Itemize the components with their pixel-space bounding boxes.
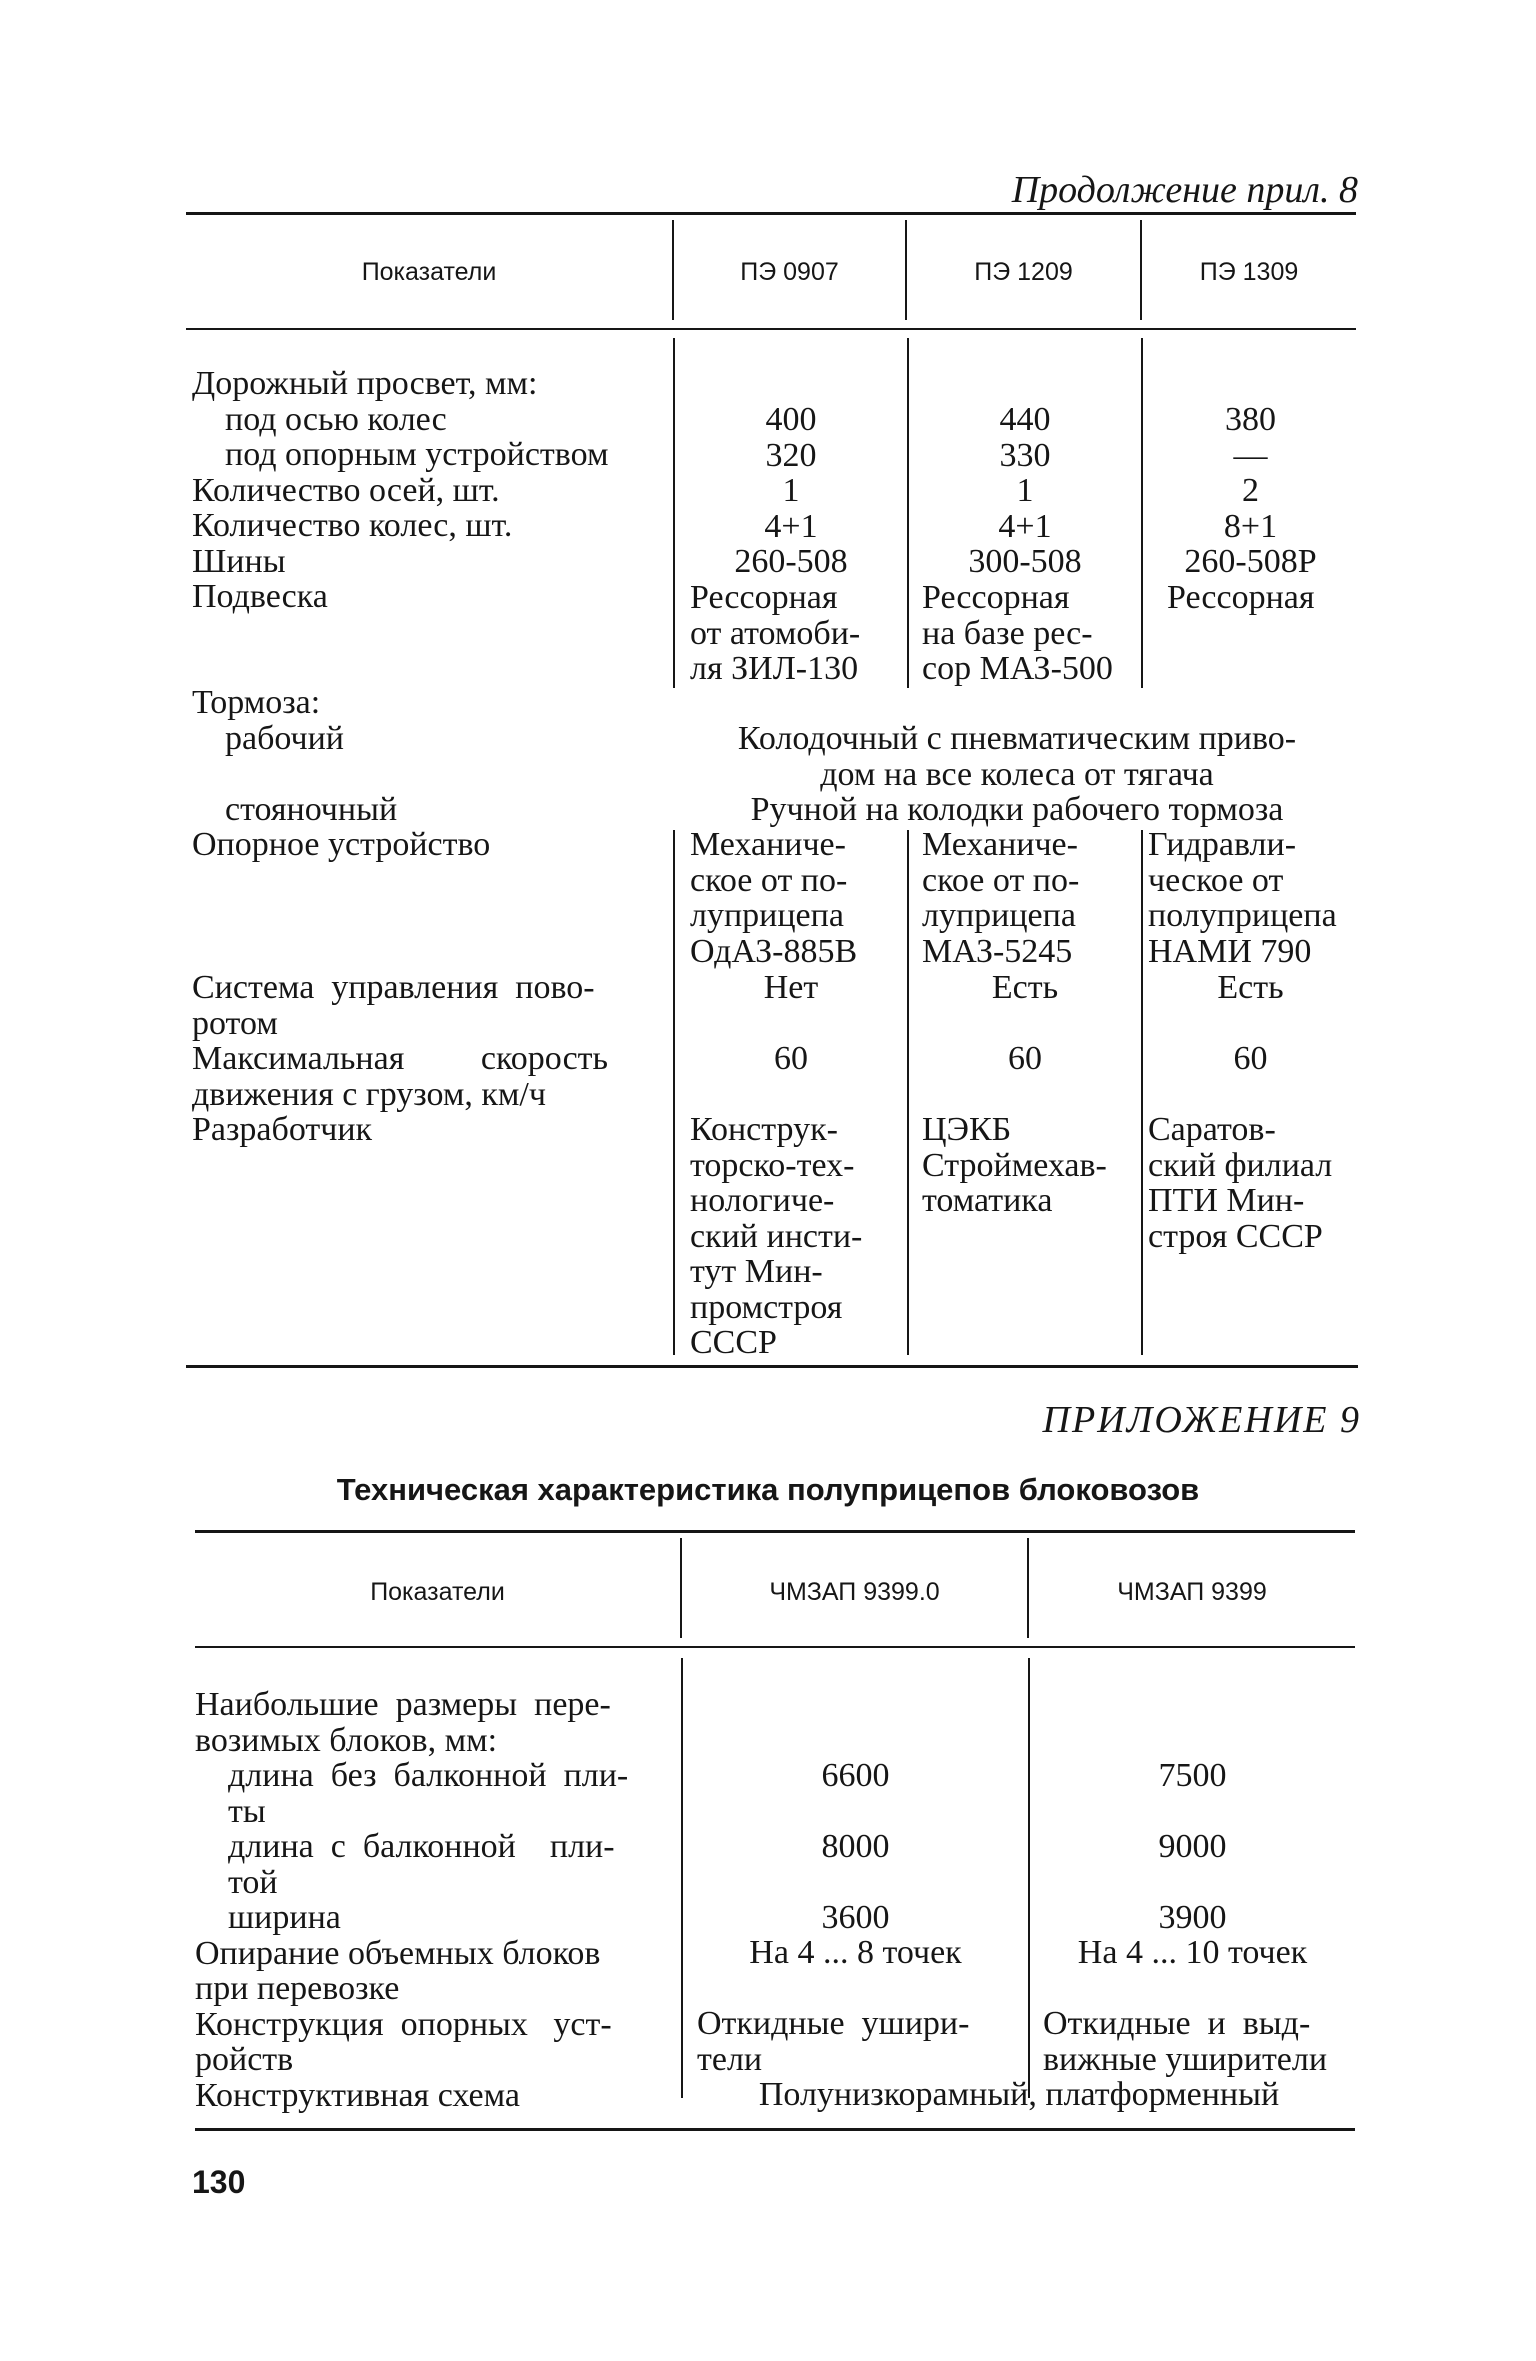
label-construction-line1: Конструкция опорных уст- bbox=[195, 2005, 612, 2043]
table2-body-vline-2 bbox=[1028, 1658, 1030, 2098]
label-parking-brake: стояночный bbox=[225, 791, 398, 828]
pe1209-susp-line1: Рессорная bbox=[922, 579, 1070, 616]
label-len-no-balcony-line2: ты bbox=[228, 1792, 266, 1830]
continuation-title: Продолжение прил. 8 bbox=[1011, 169, 1358, 211]
chmzap-9399-support: На 4 ... 10 точек bbox=[1077, 1934, 1308, 1971]
table2-labels bbox=[195, 1687, 665, 2113]
chmzap-93990-construction bbox=[697, 2006, 1022, 2077]
label-max-dims-line1: Наибольшие размеры пере- bbox=[195, 1686, 611, 1723]
pe0907-steering: Нет bbox=[763, 969, 819, 1006]
table1-header-pe1309: ПЭ 1309 bbox=[1199, 258, 1299, 286]
pe0907-axles: 1 bbox=[782, 472, 800, 509]
table1-header-rule bbox=[186, 328, 1356, 330]
pe1309-sup-line3: полуприцепа bbox=[1148, 897, 1337, 934]
chmzap-9399-constr-line2: вижные уширители bbox=[1043, 2040, 1328, 2078]
pe1209-values bbox=[909, 402, 1141, 580]
pe0907-values bbox=[676, 402, 906, 580]
pe1309-tires: 260-508Р bbox=[1184, 543, 1317, 580]
pe0907-susp-line1: Рессорная bbox=[690, 579, 838, 616]
table1-body-vline-1a bbox=[673, 338, 675, 688]
pe1309-sup-line1: Гидравли- bbox=[1148, 826, 1297, 863]
label-ground-clearance: Дорожный просвет, мм: bbox=[192, 365, 538, 402]
service-brake-merged bbox=[676, 721, 1358, 792]
table2-header-chmzap-93990: ЧМЗАП 9399.0 bbox=[769, 1578, 940, 1606]
pe1209-wheels: 4+1 bbox=[998, 507, 1052, 545]
pe1309-wheels: 8+1 bbox=[1223, 507, 1278, 545]
pe1209-under-axle: 440 bbox=[999, 401, 1051, 438]
label-developer: Разработчик bbox=[192, 1111, 373, 1148]
pe1209-steering: Есть bbox=[991, 969, 1059, 1006]
chmzap-9399-constr-line1: Откидные и выд- bbox=[1043, 2005, 1311, 2042]
table2-header-rule bbox=[195, 1646, 1355, 1648]
pe0907-support-device bbox=[690, 827, 900, 969]
table2-top-rule bbox=[195, 1530, 1355, 1533]
table2-caption: Техническая характеристика полуприцепов блоковозов bbox=[336, 1472, 1200, 1507]
label-brakes: Тормоза: bbox=[192, 684, 321, 721]
label-max-speed-line1: Максимальная скорость bbox=[192, 1040, 609, 1077]
chmzap-93990-len-balcony: 8000 bbox=[821, 1828, 890, 1865]
pe0907-dev-line2: торско-тех- bbox=[690, 1146, 855, 1184]
table2-bottom-rule bbox=[195, 2128, 1355, 2131]
pe0907-sup-line4: ОдАЗ-885В bbox=[690, 932, 858, 970]
pe0907-suspension bbox=[690, 580, 906, 687]
parking-brake-merged: Ручной на колодки рабочего тормоза bbox=[750, 791, 1284, 828]
scheme-merged: Полунизкорамный, платформенный bbox=[758, 2076, 1280, 2113]
label-under-support: под опорным устройством bbox=[225, 436, 609, 473]
pe0907-developer bbox=[690, 1112, 900, 1361]
service-brake-line2: дом на все колеса от тягача bbox=[820, 755, 1214, 793]
pe1309-axles: 2 bbox=[1242, 472, 1259, 509]
pe1209-susp-line3: сор МАЗ-500 bbox=[922, 650, 1113, 687]
pe0907-dev-line1: Конструк- bbox=[690, 1111, 838, 1148]
label-scheme: Конструктивная схема bbox=[195, 2076, 520, 2114]
pe0907-dev-line3: нологиче- bbox=[690, 1182, 835, 1219]
pe1309-suspension: Рессорная bbox=[1167, 579, 1315, 616]
table1-labels bbox=[192, 366, 662, 615]
pe0907-susp-line2: от атомоби- bbox=[690, 614, 861, 652]
table2-body-vline-1 bbox=[681, 1658, 683, 2098]
label-max-dims-line2: возимых блоков, мм: bbox=[195, 1721, 498, 1759]
pe0907-under-axle: 400 bbox=[765, 401, 817, 438]
pe1209-sup-line1: Механиче- bbox=[922, 826, 1078, 863]
pe1209-dev-line2: Строймехав- bbox=[922, 1146, 1107, 1184]
pe1209-sup-line4: МАЗ-5245 bbox=[922, 932, 1073, 970]
pe0907-dev-line7: СССР bbox=[690, 1324, 777, 1361]
label-axles: Количество осей, шт. bbox=[192, 471, 500, 509]
appendix-title: ПРИЛОЖЕНИЕ 9 bbox=[1042, 1399, 1361, 1441]
table2-header-chmzap-9399: ЧМЗАП 9399 bbox=[1117, 1578, 1267, 1606]
label-construction-line2: ройств bbox=[195, 2041, 294, 2078]
label-support-line1: Опирание объемных блоков bbox=[195, 1934, 601, 1972]
chmzap-93990-constr-line2: тели bbox=[697, 2040, 763, 2078]
table1-header-indicators: Показатели bbox=[361, 258, 497, 286]
pe0907-dev-line4: ский инсти- bbox=[690, 1217, 863, 1255]
label-steering-line2: ротом bbox=[192, 1004, 278, 1042]
pe1209-developer bbox=[922, 1112, 1138, 1219]
label-steering bbox=[192, 970, 660, 1041]
pe1209-axles: 1 bbox=[1016, 472, 1034, 509]
pe1309-under-support: — bbox=[1233, 436, 1268, 474]
page-number: 130 bbox=[192, 2164, 246, 2200]
pe1209-dev-line1: ЦЭКБ bbox=[922, 1111, 1012, 1148]
chmzap-93990-support: На 4 ... 8 точек bbox=[749, 1934, 962, 1971]
pe0907-susp-line3: ля ЗИЛ-130 bbox=[690, 650, 859, 687]
pe1309-dev-line2: ский филиал bbox=[1148, 1146, 1333, 1184]
pe0907-dev-line6: промстроя bbox=[690, 1288, 843, 1326]
chmzap-93990-constr-line1: Откидные ушири- bbox=[697, 2005, 970, 2042]
pe0907-tires: 260-508 bbox=[734, 543, 848, 580]
label-len-balcony-line1: длина с балконной пли- bbox=[228, 1828, 615, 1865]
pe1309-values bbox=[1143, 402, 1358, 580]
service-brake-line1: Колодочный с пневматическим приво- bbox=[737, 720, 1297, 757]
pe1309-speed: 60 bbox=[1233, 1040, 1268, 1077]
label-max-speed-line2: движения с грузом, км/ч bbox=[192, 1075, 546, 1113]
pe0907-sup-line2: ское от по- bbox=[690, 861, 848, 899]
pe1209-under-support: 330 bbox=[999, 436, 1051, 474]
pe0907-sup-line3: луприцепа bbox=[690, 897, 844, 934]
pe1309-dev-line4: строя СССР bbox=[1148, 1217, 1323, 1255]
chmzap-9399-len-balcony: 9000 bbox=[1158, 1828, 1227, 1865]
label-len-balcony-line2: той bbox=[228, 1863, 278, 1901]
pe0907-dev-line5: тут Мин- bbox=[690, 1253, 823, 1290]
table1-body-vline-2b bbox=[907, 830, 909, 1355]
table1-body-vline-3b bbox=[1141, 830, 1143, 1355]
pe0907-sup-line1: Механиче- bbox=[690, 826, 846, 863]
pe1209-sup-line3: луприцепа bbox=[922, 897, 1076, 934]
chmzap-9399-len-no-balcony: 7500 bbox=[1158, 1757, 1227, 1794]
pe0907-under-support: 320 bbox=[765, 436, 817, 474]
label-support-line2: при перевозке bbox=[195, 1970, 400, 2007]
pe1309-dev-line1: Саратов- bbox=[1148, 1111, 1276, 1148]
label-wheels: Количество колес, шт. bbox=[192, 507, 513, 544]
pe1309-dev-line3: ПТИ Мин- bbox=[1148, 1182, 1305, 1219]
pe0907-wheels: 4+1 bbox=[764, 507, 818, 545]
chmzap-9399-construction bbox=[1043, 2006, 1358, 2077]
label-width: ширина bbox=[228, 1899, 341, 1936]
table1-body-vline-1b bbox=[673, 830, 675, 1355]
pe1209-speed: 60 bbox=[1008, 1040, 1042, 1077]
table1-header-pe0907: ПЭ 0907 bbox=[740, 258, 839, 286]
table1-header-pe1209: ПЭ 1209 bbox=[974, 258, 1073, 286]
pe1209-support-device bbox=[922, 827, 1138, 969]
label-len-no-balcony-line1: длина без балконной пли- bbox=[228, 1757, 629, 1794]
label-support-device: Опорное устройство bbox=[192, 826, 491, 863]
table1-top-rule bbox=[186, 212, 1356, 215]
pe1209-susp-line2: на базе рес- bbox=[922, 614, 1093, 652]
table1-bottom-rule bbox=[186, 1365, 1358, 1368]
pe1309-sup-line4: НАМИ 790 bbox=[1148, 932, 1312, 970]
label-max-speed bbox=[192, 1041, 660, 1112]
chmzap-93990-width: 3600 bbox=[821, 1899, 890, 1936]
label-tires: Шины bbox=[192, 542, 286, 580]
pe1209-dev-line3: томатика bbox=[922, 1182, 1053, 1219]
chmzap-9399-width: 3900 bbox=[1158, 1899, 1227, 1936]
pe1209-tires: 300-508 bbox=[968, 543, 1082, 580]
table2-header-indicators: Показатели bbox=[370, 1578, 505, 1606]
pe1209-sup-line2: ское от по- bbox=[922, 861, 1080, 899]
chmzap-93990-len-no-balcony: 6600 bbox=[821, 1757, 890, 1794]
label-under-axle: под осью колес bbox=[225, 400, 447, 438]
pe1309-under-axle: 380 bbox=[1225, 401, 1276, 438]
label-service-brake: рабочий bbox=[225, 720, 344, 757]
pe0907-speed: 60 bbox=[774, 1040, 808, 1077]
pe1309-sup-line2: ческое от bbox=[1148, 861, 1284, 899]
label-steering-line1: Система управления пово- bbox=[192, 969, 595, 1006]
label-suspension: Подвеска bbox=[192, 578, 328, 615]
pe1309-developer bbox=[1148, 1112, 1358, 1254]
pe1209-suspension bbox=[922, 580, 1138, 687]
pe1309-support-device bbox=[1148, 827, 1358, 969]
pe1309-steering: Есть bbox=[1217, 969, 1284, 1006]
